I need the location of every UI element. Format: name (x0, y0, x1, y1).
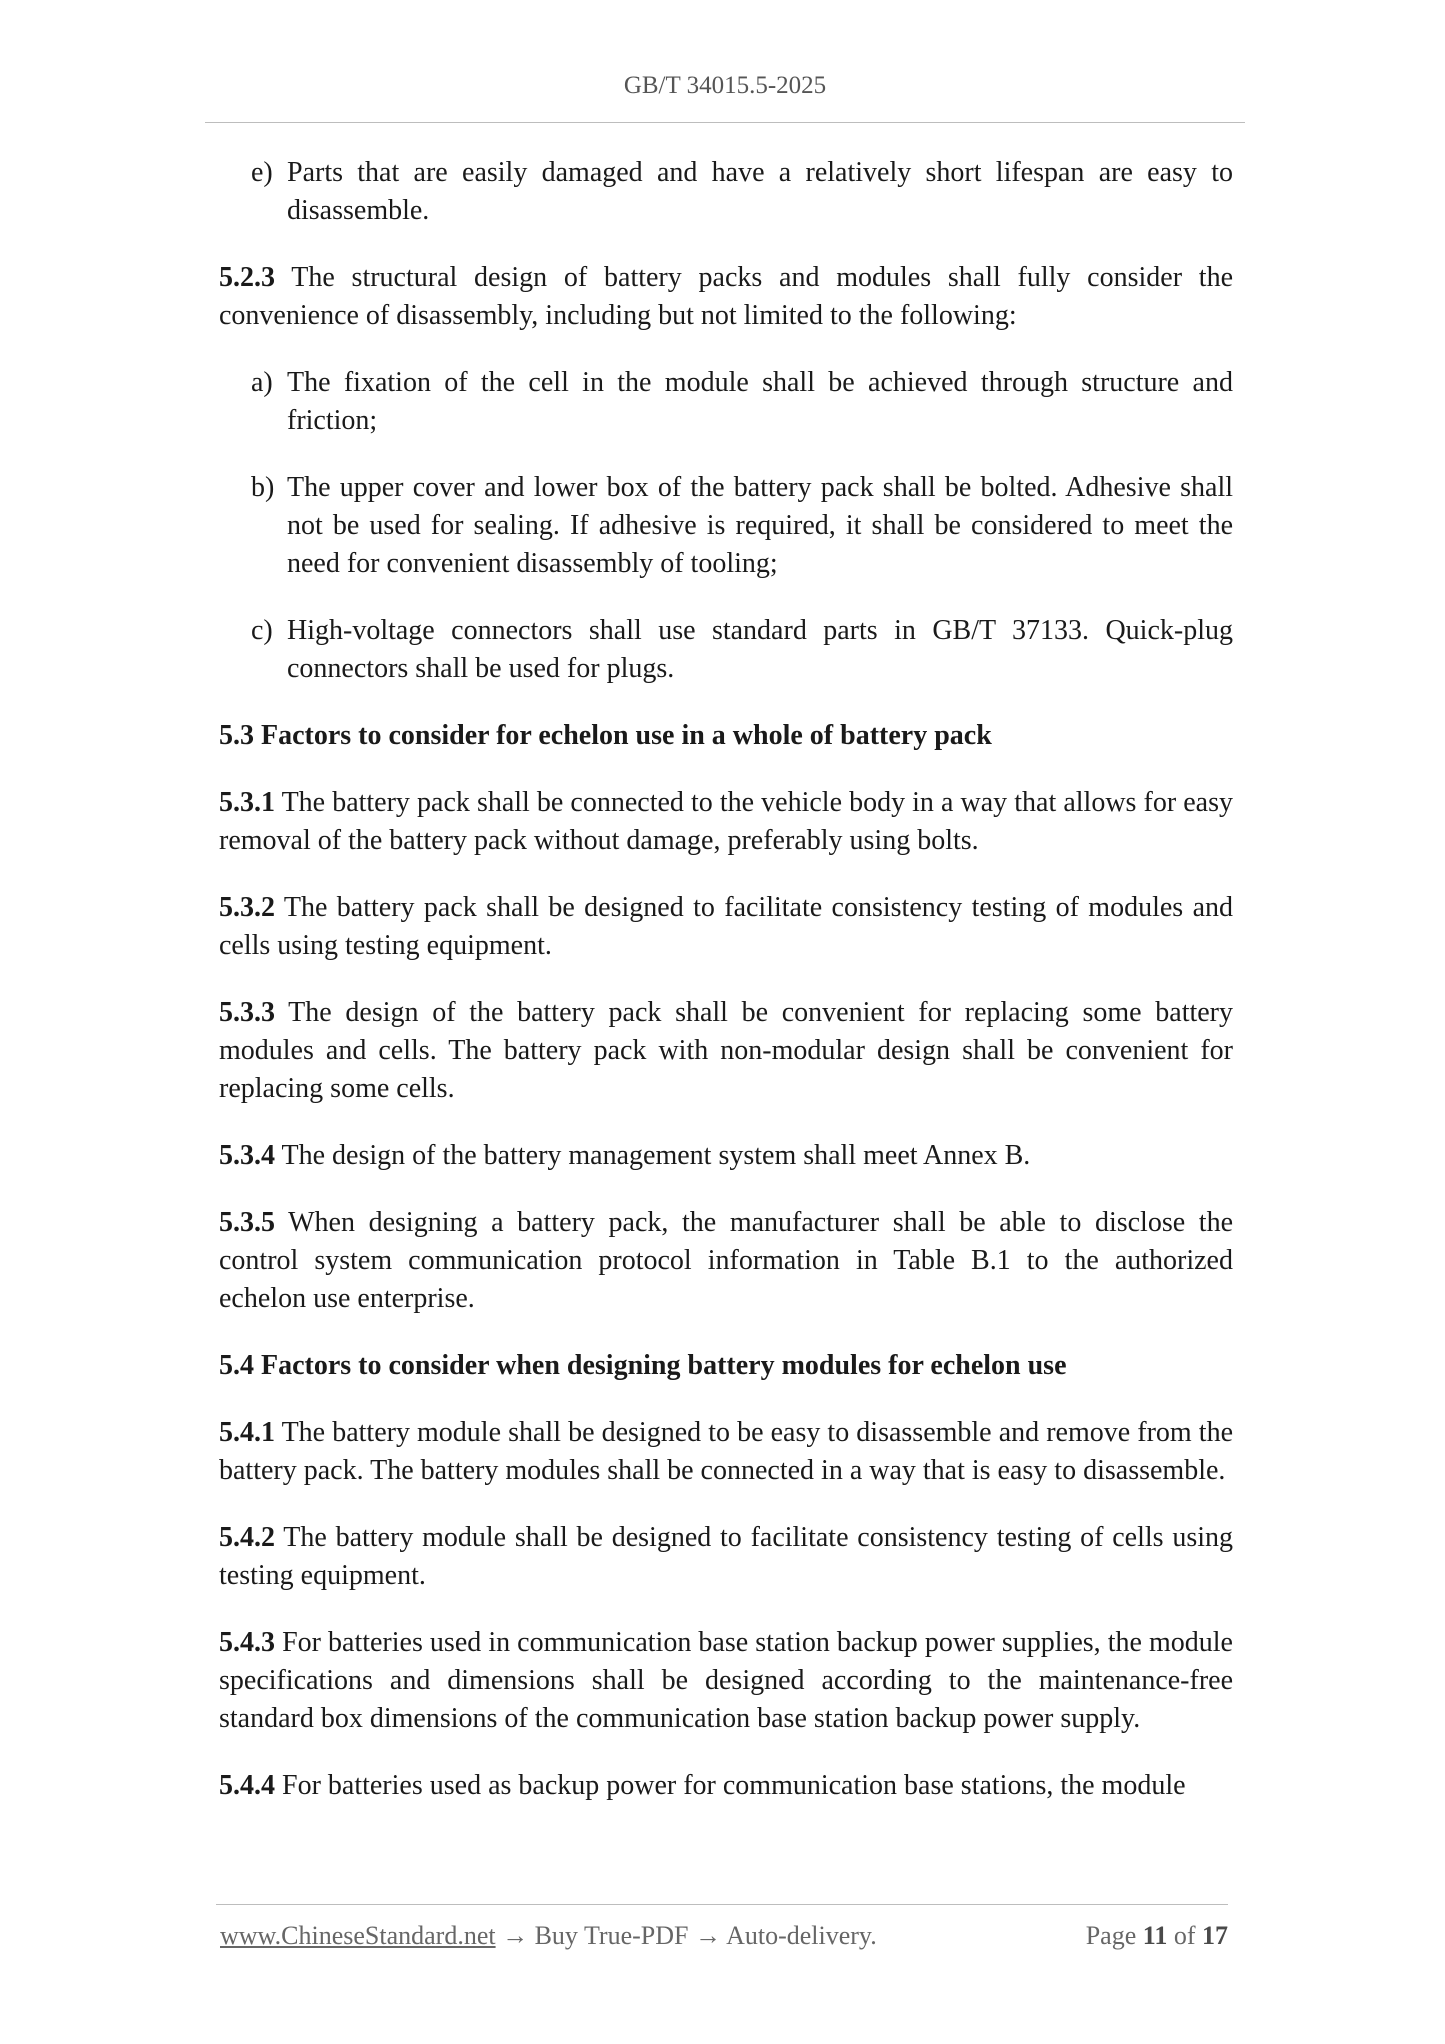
clause-text: For batteries used as backup power for communication base stations, the module (275, 1770, 1186, 1801)
clause-number: 5.3.3 (219, 997, 275, 1028)
section-heading-5-3 (219, 717, 1233, 755)
clause-text: The structural design of battery packs and modules shall fully consider the convenience of disassembly, including but not limited to the following: (219, 262, 1233, 331)
document-body (219, 154, 1233, 1834)
clause-number: 5.2.3 (219, 262, 275, 293)
clause-number: 5.4.3 (219, 1627, 275, 1658)
clause-5-4-3 (219, 1624, 1233, 1738)
clause-text: The design of the battery management system shall meet Annex B. (275, 1140, 1031, 1171)
arrow-right-icon: → (688, 1921, 727, 1950)
list-item-text: The upper cover and lower box of the battery pack shall be bolted. Adhesive shall not be used for sealing. If adhesive is required, it shall be considered to meet the need for convenient disassembly of tooling; (287, 472, 1233, 579)
section-heading-5-4 (219, 1347, 1233, 1385)
buy-pdf-text: Buy True-PDF (534, 1921, 689, 1950)
clause-5-3-4 (219, 1137, 1233, 1175)
footer-divider (216, 1904, 1228, 1905)
clause-5-4-2 (219, 1519, 1233, 1595)
clause-text: The design of the battery pack shall be convenient for replacing some battery modules and cells. The battery pack with non-modular design shall be convenient for replacing some cells. (219, 997, 1233, 1104)
arrow-right-icon: → (495, 1921, 535, 1950)
clause-5-4-1 (219, 1414, 1233, 1490)
page-label: Page (1085, 1921, 1143, 1950)
clause-text: The battery pack shall be connected to the vehicle body in a way that allows for easy removal of the battery pack without damage, preferably using bolts. (219, 787, 1233, 856)
clause-text: For batteries used in communication base station backup power supplies, the module specifications and dimensions shall be designed according to the maintenance-free standard box dimensions of the communication base station backup power supply. (219, 1627, 1233, 1734)
heading-text: 5.4 Factors to consider when designing battery modules for echelon use (219, 1350, 1067, 1381)
clause-5-3-3 (219, 994, 1233, 1108)
list-item-e (219, 154, 1233, 230)
list-marker: e) (251, 157, 273, 188)
clause-number: 5.3.2 (219, 892, 275, 923)
clause-number: 5.3.4 (219, 1140, 275, 1171)
clause-5-3-1 (219, 784, 1233, 860)
header-divider (205, 122, 1245, 123)
clause-5-3-5 (219, 1204, 1233, 1318)
clause-5-2-3 (219, 259, 1233, 335)
website-link[interactable]: www.ChineseStandard.net (220, 1921, 496, 1950)
clause-number: 5.4.2 (219, 1522, 275, 1553)
running-header: GB/T 34015.5-2025 (623, 72, 827, 99)
clause-text: The battery module shall be designed to facilitate consistency testing of cells using testing equipment. (219, 1522, 1233, 1591)
clause-text: The battery pack shall be designed to facilitate consistency testing of modules and cells using testing equipment. (219, 892, 1233, 961)
clause-number: 5.3.1 (219, 787, 275, 818)
list-item-text: Parts that are easily damaged and have a relatively short lifespan are easy to disassemble. (287, 157, 1233, 226)
list-marker: a) (251, 367, 273, 398)
footer-promo (220, 1921, 877, 1951)
clause-number: 5.3.5 (219, 1207, 275, 1238)
clause-text: The battery module shall be designed to be easy to disassemble and remove from the battery pack. The battery modules shall be connected in a way that is easy to disassemble. (219, 1417, 1233, 1486)
page-number: 11 (1142, 1921, 1168, 1950)
of-label: of (1167, 1921, 1202, 1950)
clause-5-4-4 (219, 1767, 1233, 1805)
clause-text: When designing a battery pack, the manufacturer shall be able to disclose the control system communication protocol information in Table B.1 to the authorized echelon use enterprise. (219, 1207, 1233, 1314)
page-indicator (1000, 1921, 1228, 1951)
total-pages: 17 (1202, 1921, 1228, 1950)
list-item-text: The fixation of the cell in the module shall be achieved through structure and friction; (287, 367, 1233, 436)
delivery-text: Auto-delivery. (726, 1921, 877, 1950)
list-item-text: High-voltage connectors shall use standard parts in GB/T 37133. Quick-plug connectors shall be used for plugs. (287, 615, 1233, 684)
list-marker: b) (251, 472, 275, 503)
clause-number: 5.4.1 (219, 1417, 275, 1448)
clause-number: 5.4.4 (219, 1770, 275, 1801)
clause-5-3-2 (219, 889, 1233, 965)
heading-text: 5.3 Factors to consider for echelon use in a whole of battery pack (219, 720, 992, 751)
list-item-c (219, 612, 1233, 688)
list-item-b (219, 469, 1233, 583)
list-marker: c) (251, 615, 273, 646)
list-item-a (219, 364, 1233, 440)
